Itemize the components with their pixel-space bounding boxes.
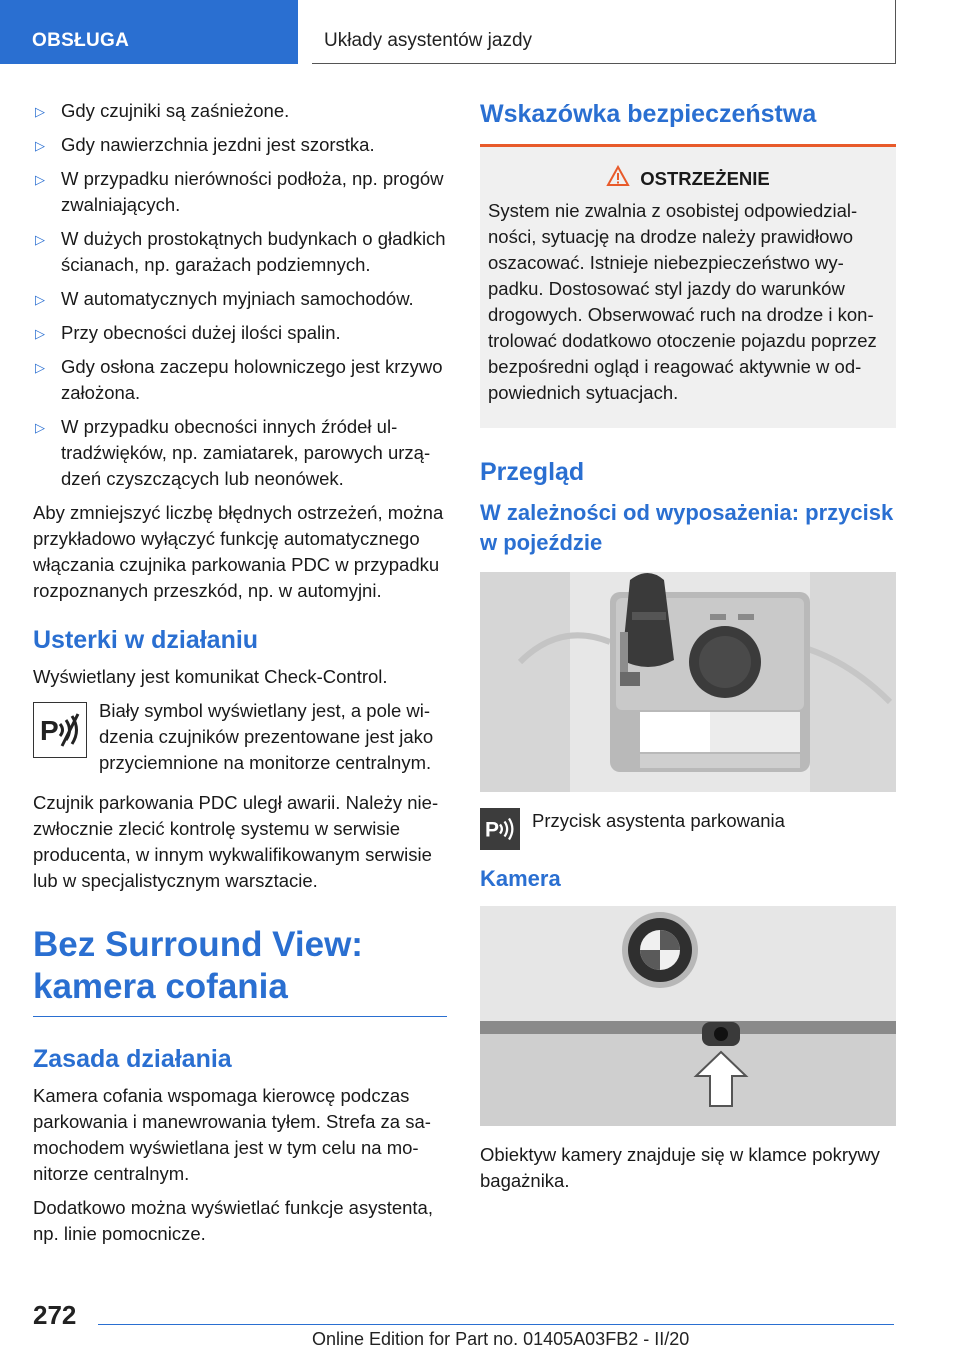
list-item: ▷ W automatycznych myjniach samochodów. <box>33 286 447 312</box>
principle-paragraph-1: Kamera cofania wspomaga kierowcę podczas parkowania i manewrowania tyłem. Strefa za samochodem wyświetlana jest w tym celu na monitorze centralnym. <box>33 1085 431 1184</box>
list-item: ▷ Gdy osłona zaczepu holowniczego jest krzywo założona. <box>35 356 443 403</box>
header-section-tab <box>0 0 298 64</box>
malfunction-paragraph: Wyświetlany jest komunikat Check-Control. <box>33 666 388 687</box>
header-chapter-label: Układy asystentów jazdy <box>324 30 533 51</box>
failure-paragraph: Czujnik parkowania PDC uległ awarii. Należy niezwłocznie zlecić kontrolę systemu w serwisie producenta, w innym wykwalifikowanym serwisie lub w specjalistycznym warsztacie. <box>33 792 439 891</box>
overview-heading: Przegląd <box>480 458 585 486</box>
camera-section-heading: Bez Surround View: kamera cofania <box>33 924 447 1017</box>
triangle-bullet-icon: ▷ <box>35 138 45 153</box>
header-section-label: OBSŁUGA <box>32 30 130 51</box>
list-item: ▷ Gdy nawierzchnia jezdni jest szorstka. <box>33 132 447 158</box>
footer-rule <box>98 1324 894 1325</box>
list-item: ▷ Gdy czujniki są zaśnieżone. <box>33 98 447 124</box>
triangle-bullet-icon: ▷ <box>35 420 45 435</box>
parking-button-caption: Przycisk asystenta parkowania <box>532 810 785 831</box>
triangle-bullet-icon: ▷ <box>35 172 45 187</box>
symbol-description: Biały symbol wyświetlany jest, a pole widzenia czujników prezentowane jest jako przyciemnione na monitorze centralnym. <box>99 700 434 773</box>
edition-text: Online Edition for Part no. 01405A03FB2 - II/20 <box>312 1329 690 1349</box>
conditions-list <box>33 98 447 492</box>
svg-text:P: P <box>40 715 59 746</box>
list-item: ▷ W przypadku nierówności podłoża, np. progów zwalniających. <box>35 168 444 215</box>
camera-heading: Kamera <box>480 866 561 891</box>
warning-triangle-icon <box>606 165 630 192</box>
header-chapter-box <box>312 0 896 64</box>
gear-console-photo <box>480 572 896 792</box>
list-item: ▷ Przy obecności dużej ilości spalin. <box>33 320 447 346</box>
principle-paragraph-2: Dodatkowo można wyświetlać funkcje asystenta, np. linie pomocnicze. <box>33 1197 433 1244</box>
triangle-bullet-icon: ▷ <box>35 292 45 307</box>
page-number: 272 <box>33 1300 77 1330</box>
right-column <box>480 98 896 1202</box>
warning-text: System nie zwalnia z osobistej odpowiedzialności, sytuację na drodze należy prawidłowo oszacować. Istnieje niebezpieczeństwo wypadku. Dostosować styl jazdy do warunków drogowych. Obserwować ruch na drodze i kontrolować dodatkowo otoczenie pojazdu poprzez bezpośredni ogląd i reagować aktywnie w odpowiednich sytuacjach. <box>488 200 877 403</box>
svg-text:P: P <box>485 818 500 842</box>
camera-caption: Obiektyw kamery znajduje się w klamce pokrywy bagażnika. <box>480 1144 880 1191</box>
triangle-bullet-icon: ▷ <box>35 232 45 247</box>
principle-heading: Zasada działania <box>33 1045 232 1073</box>
left-column <box>33 98 447 1255</box>
pdc-warning-icon <box>33 702 87 758</box>
warning-box <box>480 147 896 428</box>
safety-heading: Wskazówka bezpieczeństwa <box>480 98 896 147</box>
triangle-bullet-icon: ▷ <box>35 326 45 341</box>
rear-camera-photo <box>480 906 896 1126</box>
button-heading: W zależności od wyposażenia: przycisk w pojeździe <box>480 500 894 555</box>
list-item: ▷ W przypadku obecności innych źródeł ultradźwięków, np. zamiatarek, parowych urządzeń czyszczących lub neonówek. <box>35 416 431 489</box>
triangle-bullet-icon: ▷ <box>35 360 45 375</box>
reduce-warnings-paragraph: Aby zmniejszyć liczbę błędnych ostrzeżeń, można przykładowo wyłączyć funkcję automatycznego włączania czujnika parkowania PDC w przypadku rozpoznanych przeszkód, np. w automyjni. <box>33 502 444 601</box>
parking-button-row <box>480 808 896 850</box>
malfunction-heading: Usterki w działaniu <box>33 626 259 654</box>
warning-title-row <box>488 165 888 192</box>
list-item: ▷ W dużych prostokątnych budynkach o gładkich ścianach, np. garażach podziemnych. <box>35 228 446 275</box>
parking-assistant-button-icon <box>480 808 520 850</box>
warning-title: OSTRZEŻENIE <box>640 167 770 189</box>
triangle-bullet-icon: ▷ <box>35 104 45 119</box>
pdc-symbol-row <box>33 698 447 776</box>
